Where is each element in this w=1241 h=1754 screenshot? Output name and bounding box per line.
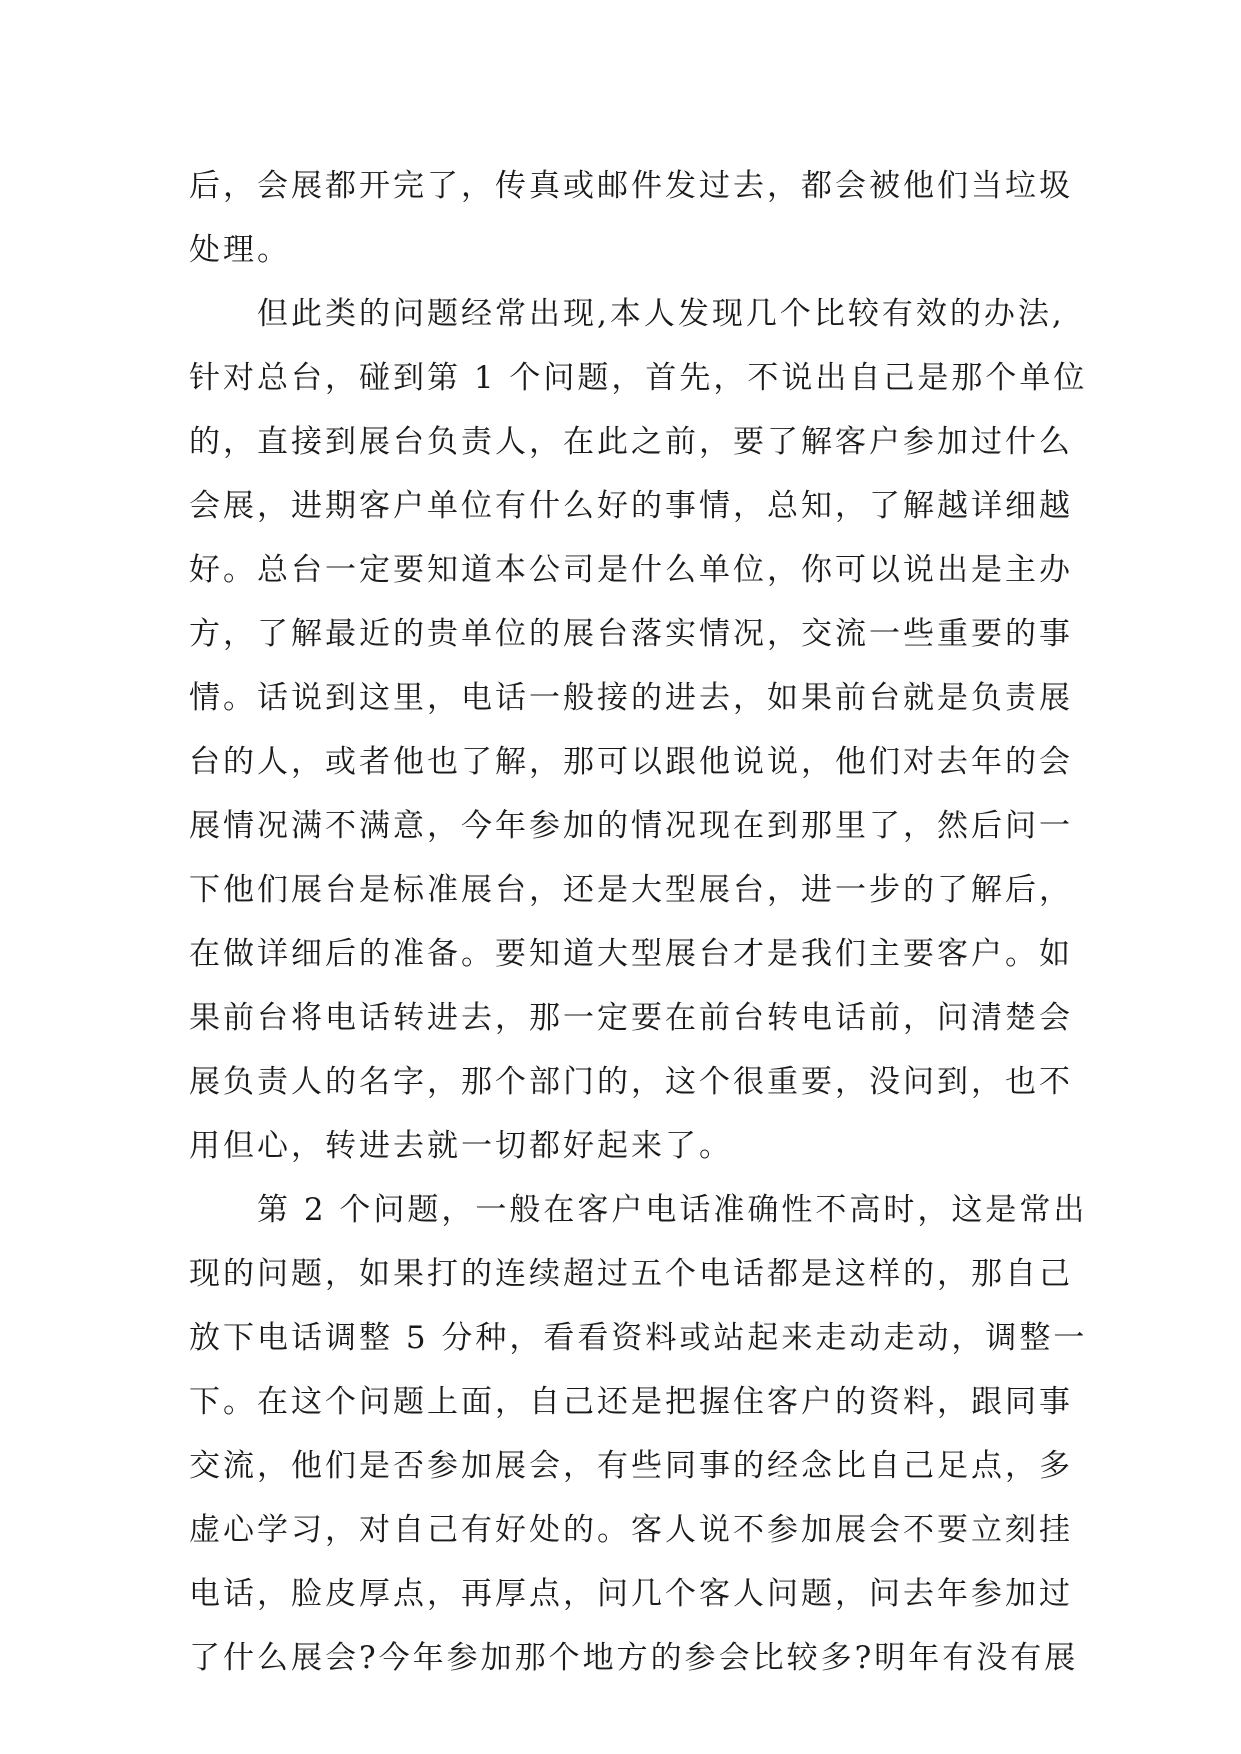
text-line: 处理。 bbox=[189, 232, 291, 268]
text-line: 下。在这个问题上面，自己还是把握住客户的资料，跟同事 bbox=[189, 1384, 1073, 1420]
text-line: 展情况满不满意，今年参加的情况现在到那里了，然后问一 bbox=[189, 808, 1073, 844]
body-text bbox=[189, 154, 1088, 1690]
text-line: 后，会展都开完了，传真或邮件发过去，都会被他们当垃圾 bbox=[189, 168, 1073, 204]
text-line: 第 2 个问题，一般在客户电话准确性不高时，这是常出 bbox=[189, 1192, 1088, 1228]
text-line: 会展，进期客户单位有什么好的事情，总知，了解越详细越 bbox=[189, 488, 1073, 524]
text-line: 在做详细后的准备。要知道大型展台才是我们主要客户。如 bbox=[189, 936, 1073, 972]
text-line: 方，了解最近的贵单位的展台落实情况，交流一些重要的事 bbox=[189, 616, 1073, 652]
text-line: 了什么展会?今年参加那个地方的参会比较多?明年有没有展 bbox=[189, 1640, 1079, 1676]
text-line: 的，直接到展台负责人，在此之前，要了解客户参加过什么 bbox=[189, 424, 1073, 460]
text-line: 展负责人的名字，那个部门的，这个很重要，没问到，也不 bbox=[189, 1064, 1073, 1100]
text-line: 交流，他们是否参加展会，有些同事的经念比自己足点，多 bbox=[189, 1448, 1073, 1484]
text-line: 但此类的问题经常出现,本人发现几个比较有效的办法, bbox=[189, 296, 1065, 332]
text-line: 台的人，或者他也了解，那可以跟他说说，他们对去年的会 bbox=[189, 744, 1073, 780]
text-line: 现的问题，如果打的连续超过五个电话都是这样的，那自己 bbox=[189, 1256, 1073, 1292]
text-line: 果前台将电话转进去，那一定要在前台转电话前，问清楚会 bbox=[189, 1000, 1073, 1036]
text-line: 针对总台，碰到第 1 个问题，首先，不说出自己是那个单位 bbox=[189, 360, 1088, 396]
text-line: 下他们展台是标准展台，还是大型展台，进一步的了解后， bbox=[189, 872, 1073, 908]
text-line: 电话，脸皮厚点，再厚点，问几个客人问题，问去年参加过 bbox=[189, 1576, 1073, 1612]
text-line: 放下电话调整 5 分种，看看资料或站起来走动走动，调整一 bbox=[189, 1320, 1088, 1356]
text-line: 虚心学习，对自己有好处的。客人说不参加展会不要立刻挂 bbox=[189, 1512, 1073, 1548]
text-line: 好。总台一定要知道本公司是什么单位，你可以说出是主办 bbox=[189, 552, 1073, 588]
text-line: 情。话说到这里，电话一般接的进去，如果前台就是负责展 bbox=[189, 680, 1073, 716]
text-line: 用但心，转进去就一切都好起来了。 bbox=[189, 1128, 733, 1164]
